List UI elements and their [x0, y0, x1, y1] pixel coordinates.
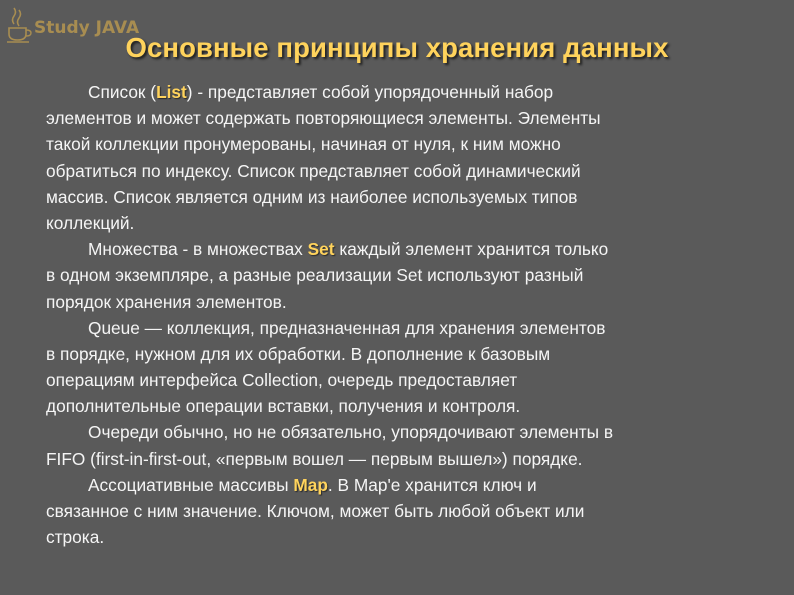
paragraph — [46, 236, 766, 315]
text-segment: дополнительные операции вставки, получения и контроля. — [46, 396, 521, 417]
keyword-highlight: List — [156, 82, 187, 102]
text-segment: . В Map'е хранится ключ и — [327, 474, 537, 495]
text-line — [46, 184, 766, 210]
logo-text: Study JAVA — [34, 18, 140, 38]
text-line — [46, 289, 766, 315]
text-segment: операциям интерфейса Collection, очередь предоставляет — [46, 370, 518, 391]
text-line — [46, 524, 766, 550]
text-segment: Ассоциативные массивы — [88, 474, 294, 495]
text-segment: FIFO (first-in-first-out, «первым вошел — первым вышел») порядке. — [46, 448, 583, 469]
text-segment: Очереди обычно, но не обязательно, упорядочивают элементы в — [88, 422, 614, 443]
slide-body — [46, 79, 766, 550]
text-segment: ) - представляет собой упорядоченный набор — [186, 82, 554, 102]
text-line — [46, 472, 766, 498]
paragraph — [46, 315, 766, 420]
keyword-highlight: Set — [307, 239, 335, 260]
text-line — [46, 262, 766, 288]
text-line — [46, 446, 766, 472]
text-line — [46, 341, 766, 367]
text-segment: обратиться по индексу. Список представляет собой динамический — [46, 160, 581, 181]
text-segment: Множества - в множествах — [88, 239, 308, 260]
text-segment: массив. Список является одним из наиболее используемых типов — [46, 186, 578, 207]
text-line — [46, 315, 766, 341]
text-line — [46, 236, 766, 262]
text-segment: Список ( — [88, 82, 157, 102]
text-line — [46, 158, 766, 184]
text-line — [46, 393, 766, 419]
text-line — [46, 105, 766, 131]
paragraph — [46, 79, 766, 236]
text-segment: строка. — [46, 527, 105, 548]
text-line — [46, 419, 766, 445]
text-line — [46, 210, 766, 236]
text-segment: элементов и может содержать повторяющиеся элементы. Элементы — [46, 108, 601, 129]
text-segment: в одном экземпляре, а разные реализации Set используют разный — [46, 265, 584, 286]
keyword-highlight: Map — [293, 474, 328, 495]
text-line — [46, 367, 766, 393]
text-segment: каждый элемент хранится только — [334, 239, 609, 260]
text-line — [46, 498, 766, 524]
text-segment: коллекций. — [46, 212, 135, 233]
text-segment: Queue — коллекция, предназначенная для хранения элементов — [88, 317, 606, 338]
slide-title: Основные принципы хранения данных — [125, 32, 669, 63]
text-segment: связанное с ним значение. Ключом, может быть любой объект или — [46, 501, 585, 521]
paragraph — [46, 472, 766, 551]
paragraph — [46, 419, 766, 471]
text-segment: такой коллекции пронумерованы, начиная от нуля, к ним можно — [46, 134, 561, 155]
text-line — [46, 131, 766, 157]
text-segment: в порядке, нужном для их обработки. В дополнение к базовым — [46, 343, 551, 364]
text-line — [46, 79, 766, 105]
text-segment: порядок хранения элементов. — [46, 291, 287, 312]
